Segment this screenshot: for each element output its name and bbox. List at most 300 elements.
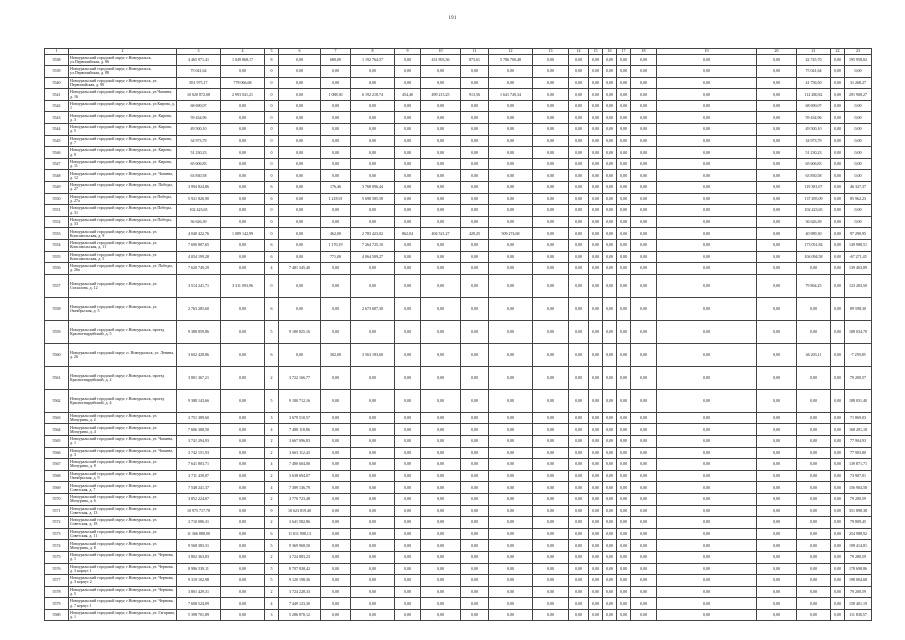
value-cell: 3 994 824,86 <box>177 182 221 194</box>
value-cell: 79 200,59 <box>845 586 872 598</box>
value-cell: 6 <box>265 240 279 252</box>
address-cell: Новоуральский городской округ, г.Новоуральск, ул.Первомайская, д. 86 <box>69 54 177 66</box>
value-cell: 0,00 <box>421 193 461 205</box>
value-cell: 4 465 971,41 <box>177 54 221 66</box>
address-cell: Новоуральский городской округ, г.Новоуральск, ул. Гагарина, д. 1 <box>70 610 175 620</box>
value-cell: 49 500,10 <box>797 124 831 136</box>
value-cell: 0,00 <box>461 251 489 263</box>
value-cell: 0,00 <box>797 297 831 320</box>
value-cell: 0,00 <box>631 575 657 587</box>
value-cell: 0,00 <box>421 124 461 136</box>
value-cell: 0,00 <box>321 447 351 459</box>
value-cell: 5 698 585,58 <box>351 193 395 205</box>
value-cell: 0,00 <box>351 147 395 159</box>
value-cell: 0,00 <box>569 505 589 517</box>
value-cell: 0,00 <box>461 147 489 159</box>
value-cell: 0,00 <box>489 551 533 563</box>
value-cell: 0,00 <box>589 124 603 136</box>
value-cell: 0,00 <box>757 505 797 517</box>
value-cell: 0,00 <box>757 609 797 621</box>
value-cell: 0,00 <box>321 528 351 540</box>
value-cell: 0,00 <box>631 551 657 563</box>
value-cell: 0,00 <box>461 366 489 389</box>
value-cell: 59 434,96 <box>797 112 831 124</box>
value-cell: 0,00 <box>657 609 757 621</box>
value-cell: 3 801 429,31 <box>177 586 221 598</box>
value-cell: 0,00 <box>395 470 421 482</box>
value-cell: 0,00 <box>631 482 657 494</box>
value-cell: 4 040 422,76 <box>177 228 221 240</box>
value-cell: 0,00 <box>657 263 757 275</box>
value-cell: 0,00 <box>351 598 395 610</box>
table-row <box>45 263 872 275</box>
value-cell: 0,00 <box>395 575 421 587</box>
value-cell: 10 020 872,08 <box>177 89 221 101</box>
value-cell: 0,00 <box>395 412 421 424</box>
value-cell: 0,00 <box>221 412 265 424</box>
value-cell: 0,00 <box>533 147 569 159</box>
value-cell: 0,00 <box>603 447 617 459</box>
value-cell: 7 389 136,79 <box>279 482 321 494</box>
value-cell: 0,00 <box>321 77 351 89</box>
value-cell: 0,00 <box>617 586 631 598</box>
table-row <box>45 575 872 587</box>
value-cell: 0,00 <box>617 147 631 159</box>
value-cell: 291 908,27 <box>845 89 872 101</box>
value-cell: 0,00 <box>321 586 351 598</box>
column-number-cell: 8 <box>351 49 395 55</box>
value-cell: 0,00 <box>657 66 757 78</box>
value-cell: 0,00 <box>279 54 321 66</box>
table-row <box>45 205 872 217</box>
value-cell: 0,00 <box>533 517 569 529</box>
value-cell: 46 203,11 <box>797 343 831 366</box>
value-cell: 0,00 <box>489 216 533 228</box>
value-cell: 0,00 <box>603 482 617 494</box>
value-cell: 3 724 228,33 <box>279 586 321 598</box>
row-number-cell: 5580 <box>45 609 69 621</box>
value-cell: 0,00 <box>569 251 589 263</box>
value-cell: 0,00 <box>831 609 845 621</box>
value-cell: 0,00 <box>617 563 631 575</box>
value-cell: 2 673 687,30 <box>351 297 395 320</box>
value-cell: 9 388 143,66 <box>177 389 221 412</box>
value-cell: 0,00 <box>421 412 461 424</box>
value-cell: 6 <box>265 343 279 366</box>
value-cell: 0,00 <box>351 274 395 297</box>
value-cell: 0,00 <box>603 124 617 136</box>
value-cell: 0,00 <box>569 240 589 252</box>
value-cell: 0,00 <box>757 89 797 101</box>
value-cell: 0,00 <box>351 482 395 494</box>
row-number-cell: 5562 <box>45 389 69 412</box>
value-cell: 0,00 <box>757 517 797 529</box>
value-cell: 0,00 <box>831 551 845 563</box>
column-number-cell: 22 <box>831 49 845 55</box>
value-cell: 0 <box>265 135 279 147</box>
value-cell: 0,00 <box>221 112 265 124</box>
table-row <box>45 100 872 112</box>
value-cell: 0,00 <box>533 251 569 263</box>
value-cell: 0,00 <box>533 447 569 459</box>
value-cell: 6 192 218,74 <box>351 89 395 101</box>
value-cell: 0,00 <box>757 528 797 540</box>
value-cell: 0,00 <box>569 77 589 89</box>
value-cell: 0,00 <box>221 343 265 366</box>
value-cell: 0,00 <box>657 482 757 494</box>
value-cell: 862,04 <box>395 228 421 240</box>
value-cell: 0,00 <box>533 575 569 587</box>
value-cell: 0,00 <box>461 124 489 136</box>
value-cell: 0,00 <box>489 493 533 505</box>
value-cell: 0,00 <box>589 505 603 517</box>
value-cell: 0,00 <box>279 112 321 124</box>
address-cell: Новоуральский городской округ, г.Новоуральск, проезд Красногвардейский, д. 4 <box>69 389 177 412</box>
address-cell: Новоуральский городской округ, г.Новоуральск, ул. Кирова, д. 9 <box>69 147 177 159</box>
value-cell: 0,00 <box>533 493 569 505</box>
row-number-cell: 5568 <box>45 470 69 482</box>
address-cell: Новоуральский городской округ, г.Новоуральск, ул. Чернова, д. 7 корпус 1 <box>69 598 177 610</box>
value-cell: 0,00 <box>617 470 631 482</box>
row-number-cell: 5549 <box>45 182 69 194</box>
address-cell: Новоуральский городской округ, г.Новоуральск, ул. Победы, д. 27 <box>69 182 177 194</box>
value-cell: 0,00 <box>845 216 872 228</box>
value-cell: 0,00 <box>489 447 533 459</box>
value-cell: 0,00 <box>589 343 603 366</box>
value-cell: 0,00 <box>617 263 631 275</box>
value-cell: 0,00 <box>617 366 631 389</box>
value-cell: 0,00 <box>657 389 757 412</box>
value-cell: 873,61 <box>461 54 489 66</box>
value-cell: 0,00 <box>221 470 265 482</box>
value-cell: 0,00 <box>589 551 603 563</box>
value-cell: 0,00 <box>831 343 845 366</box>
value-cell: 0,00 <box>461 609 489 621</box>
value-cell: 97 290,95 <box>845 228 872 240</box>
value-cell: 0,00 <box>461 193 489 205</box>
value-cell: 0,00 <box>657 228 757 240</box>
value-cell: 0,00 <box>421 563 461 575</box>
value-cell: 0,00 <box>421 598 461 610</box>
table-row <box>45 251 872 263</box>
value-cell: 0,00 <box>421 470 461 482</box>
value-cell: 0,00 <box>221 240 265 252</box>
address-cell: Новоуральский городской округ, г.Новоуральск, ул.Чапаева, д. 16 <box>69 89 177 101</box>
value-cell: 4 <box>265 598 279 610</box>
value-cell: 0,00 <box>603 505 617 517</box>
value-cell: 0,00 <box>489 66 533 78</box>
value-cell: 0,00 <box>569 193 589 205</box>
address-cell: Новоуральский городской округ, г.Новоуральск, ул. Комсомольская, д. 11 <box>69 240 177 252</box>
value-cell: 0,00 <box>845 135 872 147</box>
value-cell: 0,00 <box>395 216 421 228</box>
value-cell: 0,00 <box>617 435 631 447</box>
column-number-cell: 5 <box>265 49 279 55</box>
value-cell: 0,00 <box>831 100 845 112</box>
value-cell: 0,00 <box>395 170 421 182</box>
value-cell: 0,00 <box>395 493 421 505</box>
value-cell: 0,00 <box>657 251 757 263</box>
value-cell: 0,00 <box>603 135 617 147</box>
value-cell: 0,00 <box>421 135 461 147</box>
address-cell: Новоуральский городской округ, г.Новоуральск, ул. Советская, д. 11 <box>69 528 177 540</box>
value-cell: 0,00 <box>631 366 657 389</box>
value-cell: 3 <box>265 609 279 621</box>
table-row <box>45 147 872 159</box>
value-cell: 0,00 <box>589 170 603 182</box>
value-cell: 0,00 <box>533 551 569 563</box>
value-cell: 0,00 <box>569 274 589 297</box>
value-cell: 0,00 <box>421 482 461 494</box>
address-cell: Новоуральский городской округ, г.Новоуральск, ул. Победы, д. 26а <box>69 263 177 275</box>
value-cell: 0,00 <box>221 193 265 205</box>
value-cell: 0,00 <box>321 66 351 78</box>
value-cell: 0,00 <box>351 170 395 182</box>
value-cell: 0,00 <box>569 389 589 412</box>
value-cell: 0,00 <box>831 193 845 205</box>
value-cell: 123 283,50 <box>845 274 872 297</box>
row-number-cell: 5551 <box>45 205 69 217</box>
row-number-cell: 5552 <box>45 216 69 228</box>
value-cell: 0,00 <box>321 435 351 447</box>
value-cell: 0,00 <box>631 100 657 112</box>
value-cell: 1 641 749,34 <box>489 89 533 101</box>
value-cell: 3 563 183,60 <box>351 343 395 366</box>
table-row <box>45 228 872 240</box>
value-cell: 0,00 <box>831 482 845 494</box>
value-cell: 0,00 <box>657 447 757 459</box>
value-cell: 0,00 <box>797 459 831 471</box>
column-number-cell: 12 <box>489 49 533 55</box>
value-cell: 0 <box>265 112 279 124</box>
value-cell: -7 259,85 <box>845 343 872 366</box>
value-cell: 0,00 <box>569 447 589 459</box>
address-cell: Новоуральский городской округ, г.Новоуральск, ул. Советская, д. 18 <box>69 517 177 529</box>
value-cell: 0,00 <box>831 435 845 447</box>
value-cell: 0,00 <box>321 598 351 610</box>
value-cell: 0,00 <box>617 89 631 101</box>
value-cell: 0,00 <box>631 228 657 240</box>
value-cell: 0,00 <box>321 158 351 170</box>
value-cell: 0,00 <box>569 66 589 78</box>
value-cell: 0,00 <box>351 435 395 447</box>
value-cell: 3 667 096,83 <box>279 435 321 447</box>
value-cell: 0,00 <box>603 228 617 240</box>
value-cell: 0,00 <box>657 459 757 471</box>
value-cell: 188 034,70 <box>845 320 872 343</box>
value-cell: 0,00 <box>489 598 533 610</box>
value-cell: 0,00 <box>569 482 589 494</box>
value-cell: 0,00 <box>279 274 321 297</box>
report-table-container <box>44 48 872 621</box>
value-cell: 0,00 <box>657 54 757 66</box>
value-cell: 0,00 <box>569 435 589 447</box>
value-cell: 7 449 123,30 <box>279 598 321 610</box>
value-cell: 404 521,27 <box>421 228 461 240</box>
value-cell: 8 986 539,11 <box>177 563 221 575</box>
value-cell: 0,00 <box>279 100 321 112</box>
value-cell: 0,00 <box>603 493 617 505</box>
value-cell: 7 641 803,71 <box>177 459 221 471</box>
value-cell: 0,00 <box>395 158 421 170</box>
row-number-cell: 5557 <box>45 274 69 297</box>
value-cell: 0,00 <box>569 89 589 101</box>
value-cell: 0,00 <box>631 112 657 124</box>
value-cell: 0,00 <box>533 598 569 610</box>
value-cell: 0,00 <box>589 540 603 552</box>
value-cell: 0,00 <box>221 251 265 263</box>
table-row <box>45 493 872 505</box>
value-cell: 63 830,58 <box>177 170 221 182</box>
value-cell: 0,00 <box>657 412 757 424</box>
value-cell: 771,00 <box>321 251 351 263</box>
value-cell: 0,00 <box>395 124 421 136</box>
value-cell: 7 620 749,29 <box>177 263 221 275</box>
column-number-cell: 17 <box>617 49 631 55</box>
value-cell: 77 904,93 <box>845 435 872 447</box>
value-cell: 0,00 <box>831 240 845 252</box>
address-cell: Новоуральский городской округ, г.Новоуральск, ул.Победы, д. 31 <box>69 205 177 217</box>
value-cell: 0,00 <box>395 424 421 436</box>
value-cell: 0,00 <box>533 100 569 112</box>
value-cell: 0,00 <box>631 193 657 205</box>
value-cell: 0,00 <box>603 575 617 587</box>
value-cell: 0,00 <box>617 112 631 124</box>
value-cell: 0,00 <box>589 586 603 598</box>
row-number-cell: 5560 <box>45 343 69 366</box>
value-cell: 9 568 383,31 <box>177 540 221 552</box>
column-number-cell: 21 <box>797 49 831 55</box>
value-cell: 0,00 <box>321 124 351 136</box>
value-cell: 913,56 <box>461 89 489 101</box>
row-number-cell: 5543 <box>45 112 69 124</box>
value-cell: 0,00 <box>589 493 603 505</box>
value-cell: 0,00 <box>569 528 589 540</box>
value-cell: 0,00 <box>461 586 489 598</box>
value-cell: 0,00 <box>757 598 797 610</box>
value-cell: 0,00 <box>351 505 395 517</box>
value-cell: 0,00 <box>657 517 757 529</box>
value-cell: 3 <box>265 412 279 424</box>
value-cell: 0,00 <box>461 263 489 275</box>
value-cell: 0,00 <box>461 563 489 575</box>
value-cell: 0,00 <box>657 182 757 194</box>
table-row <box>45 89 872 101</box>
value-cell: 0,00 <box>461 517 489 529</box>
value-cell: 0,00 <box>421 389 461 412</box>
value-cell: 0,00 <box>617 193 631 205</box>
value-cell: 42 745,70 <box>797 54 831 66</box>
value-cell: 7 480 604,00 <box>279 459 321 471</box>
value-cell: 0,00 <box>489 586 533 598</box>
value-cell: 499 213,25 <box>421 89 461 101</box>
value-cell: 102 423,65 <box>797 205 831 217</box>
value-cell: 0,00 <box>461 216 489 228</box>
value-cell: 0,00 <box>461 112 489 124</box>
value-cell: 0,00 <box>657 297 757 320</box>
value-cell: 0,00 <box>421 170 461 182</box>
table-row <box>45 586 872 598</box>
table-row <box>45 551 872 563</box>
value-cell: 0,00 <box>797 470 831 482</box>
value-cell: 4 <box>265 459 279 471</box>
value-cell: 0,00 <box>489 563 533 575</box>
value-cell: 0,00 <box>617 575 631 587</box>
value-cell: 0,00 <box>489 320 533 343</box>
value-cell: 0,00 <box>657 470 757 482</box>
value-cell: 0,00 <box>489 135 533 147</box>
value-cell: 0,00 <box>797 586 831 598</box>
value-cell: 0,00 <box>757 66 797 78</box>
value-cell: 0,00 <box>321 100 351 112</box>
column-number-cell: 7 <box>321 49 351 55</box>
value-cell: 0,00 <box>395 77 421 89</box>
value-cell: 0,00 <box>221 389 265 412</box>
value-cell: 0,00 <box>421 251 461 263</box>
value-cell: 0,00 <box>351 551 395 563</box>
value-cell: 0,00 <box>631 240 657 252</box>
value-cell: 0,00 <box>533 459 569 471</box>
table-row <box>45 424 872 436</box>
value-cell: 5 <box>265 540 279 552</box>
value-cell: 0,00 <box>603 551 617 563</box>
value-cell: 0,00 <box>603 517 617 529</box>
value-cell: 68 690,07 <box>177 100 221 112</box>
value-cell: 0,00 <box>221 609 265 621</box>
table-body <box>45 49 872 621</box>
table-row <box>45 389 872 412</box>
value-cell: 0,00 <box>757 563 797 575</box>
value-cell: 0,00 <box>533 112 569 124</box>
value-cell: 0,00 <box>279 228 321 240</box>
table-row <box>45 459 872 471</box>
value-cell: 0,00 <box>657 147 757 159</box>
value-cell: 0,00 <box>617 505 631 517</box>
column-number-cell: 20 <box>757 49 797 55</box>
value-cell: 0,00 <box>569 598 589 610</box>
value-cell: 0,00 <box>351 135 395 147</box>
value-cell: 0,00 <box>221 435 265 447</box>
value-cell: 3 710 086,31 <box>177 517 221 529</box>
value-cell: 0,00 <box>569 54 589 66</box>
value-cell: 2 <box>265 470 279 482</box>
row-number-cell: 5553 <box>45 228 69 240</box>
table-row <box>45 447 872 459</box>
value-cell: 0,00 <box>831 320 845 343</box>
value-cell: 0,00 <box>589 459 603 471</box>
value-cell: 6 <box>265 193 279 205</box>
address-cell: Новоуральский городской округ, г.Новоуральск, ул. Чернова, д. 3 корпус 1 <box>69 563 177 575</box>
column-number-cell: 1 <box>45 49 69 55</box>
value-cell: 0,00 <box>631 89 657 101</box>
row-number-cell: 5538 <box>45 54 69 66</box>
value-cell: 0,00 <box>279 182 321 194</box>
value-cell: 0,00 <box>395 459 421 471</box>
value-cell: 0,00 <box>617 135 631 147</box>
value-cell: 0,00 <box>757 447 797 459</box>
value-cell: 0,00 <box>757 389 797 412</box>
value-cell: 0,00 <box>831 563 845 575</box>
value-cell: 0,00 <box>757 297 797 320</box>
value-cell: 0,00 <box>589 193 603 205</box>
row-number-cell: 5563 <box>45 412 69 424</box>
value-cell: 0,00 <box>845 147 872 159</box>
value-cell: 0,00 <box>831 228 845 240</box>
column-number-cell: 9 <box>395 49 421 55</box>
value-cell: 0,00 <box>395 505 421 517</box>
value-cell: 3 741 294,93 <box>177 435 221 447</box>
value-cell: 0,00 <box>657 205 757 217</box>
